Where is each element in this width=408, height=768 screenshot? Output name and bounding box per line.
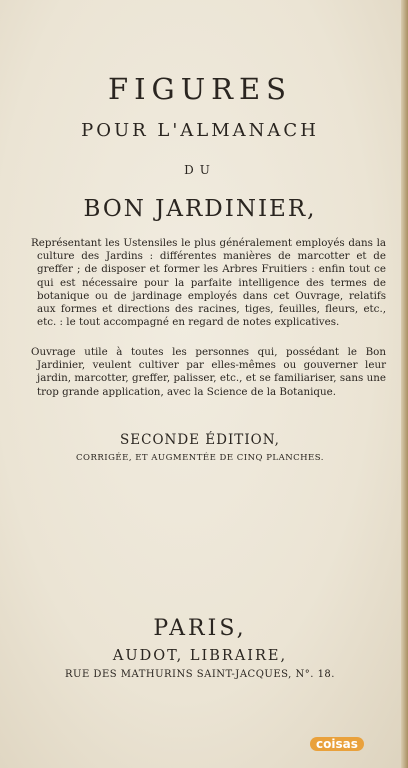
- title-bon-jardinier: BON JARDINIER,: [83, 196, 317, 222]
- imprint-publisher: AUDOT, LIBRAIRE,: [112, 648, 288, 664]
- description-paragraph-2: Ouvrage utile à toutes les personnes qui, possédant le Bon Jardinier, veulent cultiver par elles-mêmes ou gouverner leur jardin, marcotter, greffer, palisser, etc., et se familiariser, sans une trop grande application, avec la Science de la Botanique.: [31, 346, 386, 398]
- title-du: DU: [184, 163, 216, 177]
- imprint-city: PARIS,: [153, 616, 247, 641]
- watermark-logo: coisas: [310, 737, 364, 751]
- edition-label: SECONDE ÉDITION,: [120, 432, 280, 448]
- title-pour-almanach: POUR L'ALMANACH: [81, 120, 319, 141]
- description-paragraph-1: Représentant les Ustensiles le plus généralement employés dans la culture des Jardins : différentes manières de marcotter et de greffer ; de disposer et former les Arbres Fruitiers : enfin tout ce qui est nécessaire pour la parfaite intelligence des termes de botanique ou de jardinage employés dans cet Ouvrage, relatifs aux formes et directions des racines, tiges, feuilles, fleurs, etc., etc. : le tout accompagné en regard de notes explicatives.: [31, 237, 386, 329]
- imprint-address: RUE DES MATHURINS SAINT-JACQUES, N°. 18.: [65, 669, 335, 680]
- title-figures: FIGURES: [107, 72, 293, 106]
- edition-note: CORRIGÉE, ET AUGMENTÉE DE CINQ PLANCHES.: [75, 453, 324, 463]
- page-edge-shadow: [401, 0, 408, 768]
